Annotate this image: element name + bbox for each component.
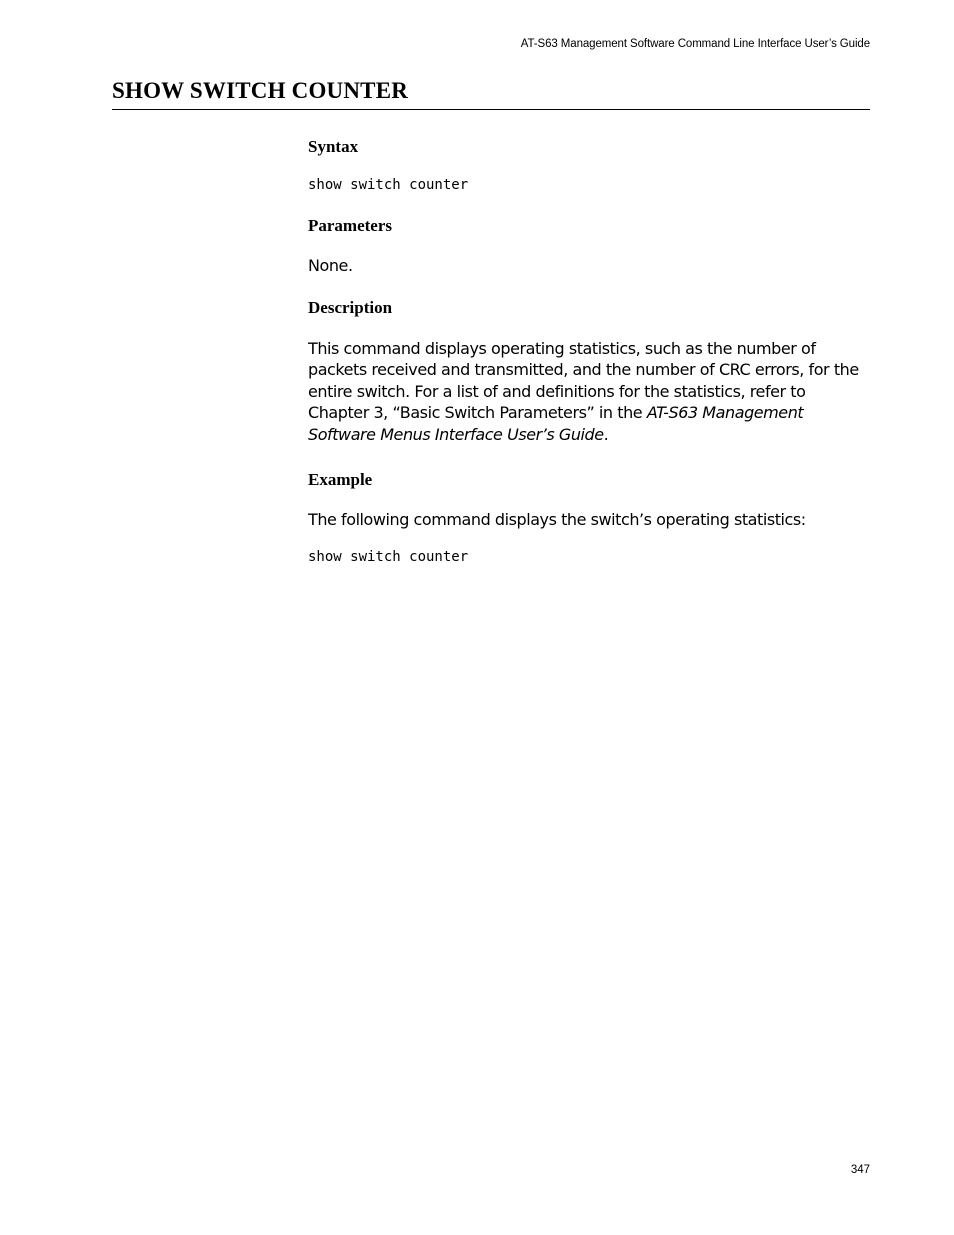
title-divider [112, 109, 870, 110]
example-command: show switch counter [308, 549, 469, 566]
description-text-after: . [603, 424, 609, 444]
main-content [308, 136, 870, 567]
example-heading: Example [308, 469, 373, 489]
running-header: AT-S63 Management Software Command Line Interface User’s Guide [520, 38, 870, 50]
description-heading: Description [308, 297, 393, 317]
parameters-text: None. [308, 256, 353, 275]
syntax-heading: Syntax [308, 137, 359, 156]
syntax-command: show switch counter [308, 177, 469, 193]
description-text-before: This command displays operating statistics, such as the number of packets received and transmitted, and the number of CRC errors, for the entire switch. For a list of and definitions for the statistics, refer to Chapter 3, “Basic Switch Parameters” in the [308, 338, 859, 423]
example-text: The following command displays the switch’s operating statistics: [308, 509, 806, 529]
book-title: AT-S63 Management Software Menus Interface User’s Guide [308, 403, 804, 444]
description-text [308, 338, 870, 446]
page-title: SHOW SWITCH COUNTER [112, 78, 409, 103]
page-number: 347 [850, 1164, 870, 1176]
parameters-heading: Parameters [308, 216, 393, 235]
